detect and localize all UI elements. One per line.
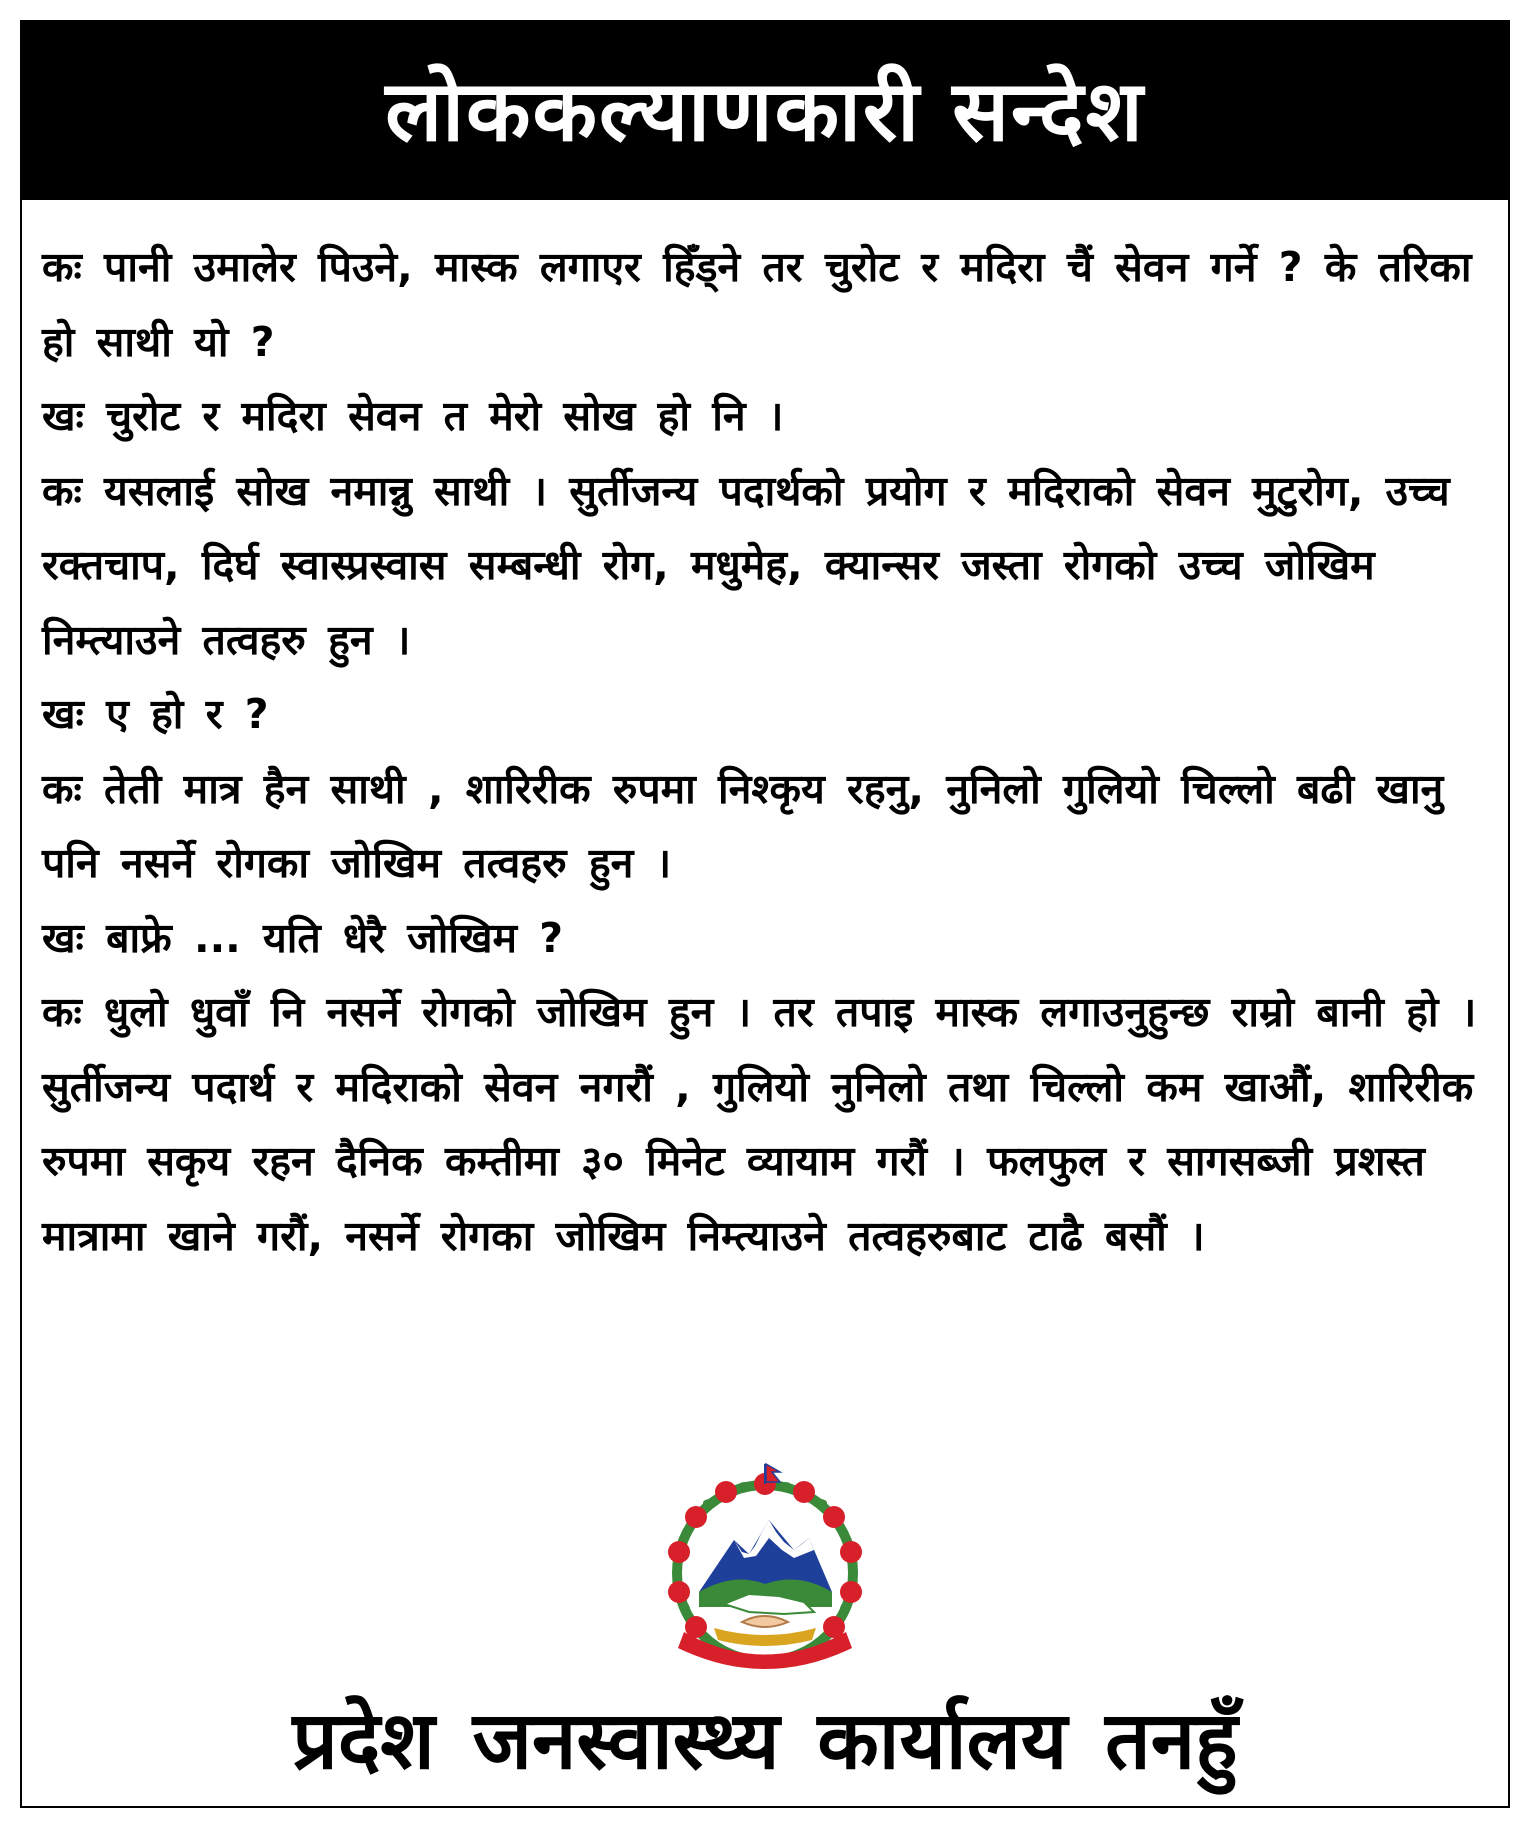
- notice-frame: [20, 20, 1510, 1808]
- dialogue-line: कः यसलाई सोख नमान्नु साथी । सुर्तीजन्य पदार्थको प्रयोग र मदिराको सेवन मुटुरोग, उच्च रक्तचाप, दिर्घ स्वास्प्रस्वास सम्बन्धी रोग, मधुमेह, क्यान्सर जस्ता रोगको उच्च जोखिम निम्त्याउने तत्वहरु हुन ।: [42, 466, 1450, 664]
- dialogue-line: खः चुरोट र मदिरा सेवन त मेरो सोख हो नि ।: [42, 392, 784, 440]
- dialogue-line: कः धुलो धुवाँ नि नसर्ने रोगको जोखिम हुन । तर तपाइ मास्क लगाउनुहुन्छ राम्रो बानी हो ।: [42, 988, 1477, 1036]
- dialogue-line: खः बाफ्रे ... यति धेरै जोखिम ?: [42, 913, 564, 962]
- advice-paragraph: सुर्तीजन्य पदार्थ र मदिराको सेवन नगरौं , गुलियो नुनिलो तथा चिल्लो कम खाऔं, शारिरीक रुपमा सकृय रहन दैनिक कम्तीमा ३० मिनेट व्यायाम गरौं । फलफुल र सागसब्जी प्रशस्त मात्रामा खाने गरौं, नसर्ने रोगका जोखिम निम्त्याउने तत्वहरुबाट टाढै बसौं ।: [42, 1062, 1474, 1260]
- office-name: प्रदेश जनस्वास्थ्य कार्यालय तनहुँ: [292, 1694, 1238, 1787]
- dialogue-line: कः तेती मात्र हैन साथी , शारिरीक रुपमा निश्कृय रहनु, नुनिलो गुलियो चिल्लो बढी खानु पनि नसर्ने रोगका जोखिम तत्वहरु हुन ।: [42, 764, 1444, 887]
- title-banner: [22, 22, 1508, 200]
- message-body: [42, 230, 1490, 1273]
- dialogue-line: खः ए हो र ?: [42, 690, 269, 738]
- nepal-coat-of-arms-icon: [654, 1462, 876, 1684]
- dialogue-line: कः पानी उमालेर पिउने, मास्क लगाएर हिँड्ने तर चुरोट र मदिरा चैं सेवन गर्ने ? के तरिका हो साथी यो ?: [42, 243, 1472, 366]
- page-title: लोककल्याणकारी सन्देश: [385, 62, 1145, 160]
